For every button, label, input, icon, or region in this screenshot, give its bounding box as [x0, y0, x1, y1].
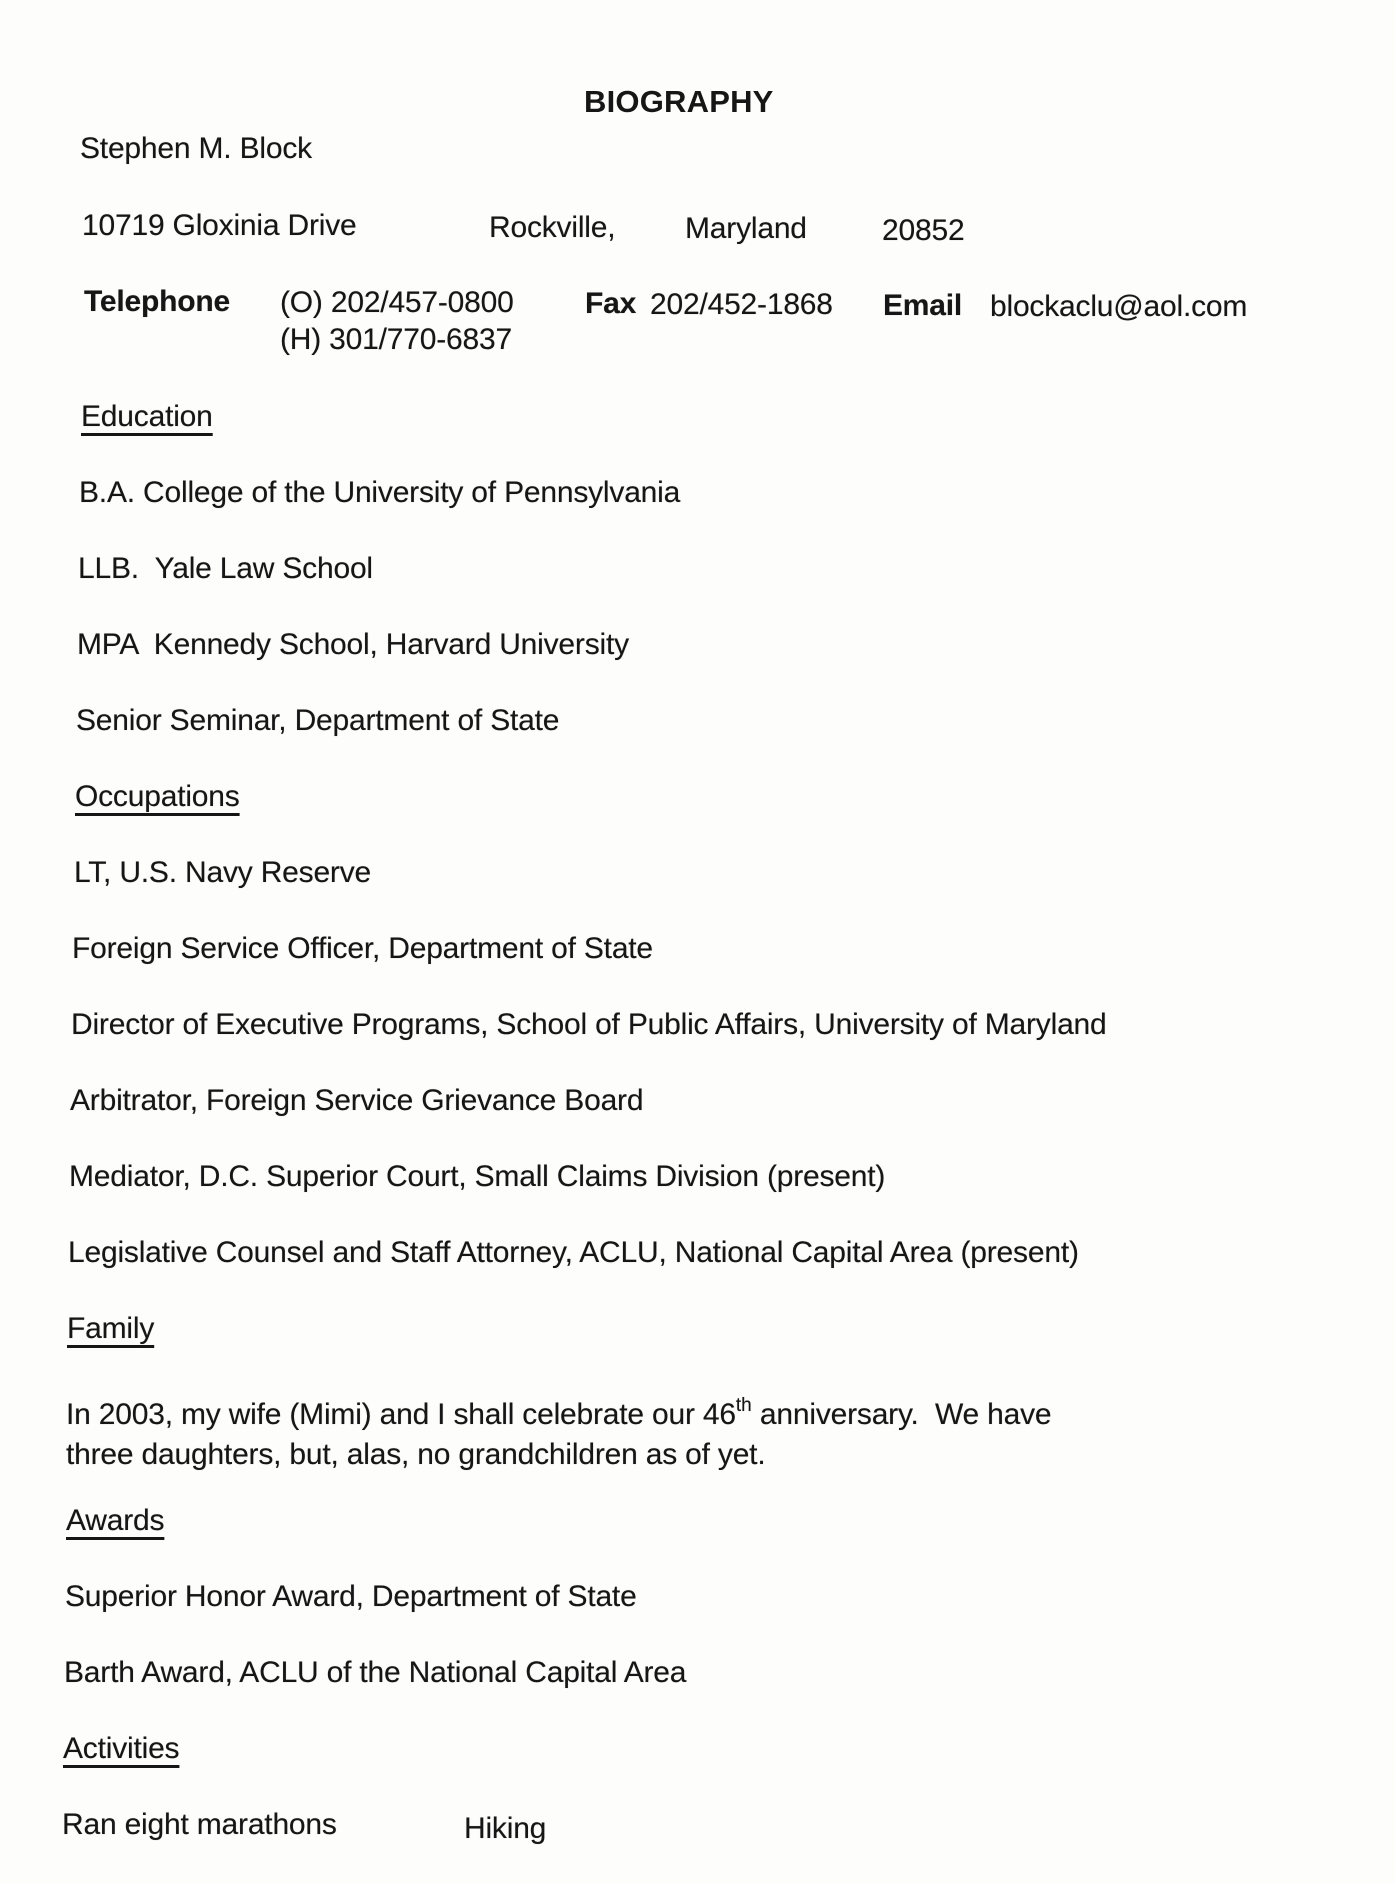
page-title: BIOGRAPHY — [584, 84, 774, 119]
activity-item: Hiking — [464, 1812, 547, 1845]
activities-heading: Activities — [63, 1732, 180, 1765]
family-paragraph-text-mid: anniversary. We have — [751, 1398, 1052, 1431]
occupation-item: Legislative Counsel and Staff Attorney, ACLU, National Capital Area (present) — [68, 1236, 1079, 1269]
address-state: Maryland — [685, 212, 807, 245]
occupation-item: Director of Executive Programs, School of Public Affairs, University of Maryland — [71, 1008, 1107, 1041]
family-heading: Family — [67, 1312, 155, 1345]
occupations-heading: Occupations — [75, 780, 240, 813]
education-item: Senior Seminar, Department of State — [76, 704, 560, 737]
address-city: Rockville, — [489, 211, 616, 244]
awards-heading: Awards — [66, 1504, 165, 1537]
anniversary-ordinal-superscript: th — [735, 1395, 752, 1416]
award-item: Superior Honor Award, Department of State — [65, 1580, 637, 1613]
occupation-item: Arbitrator, Foreign Service Grievance Board — [70, 1084, 644, 1117]
address-zip: 20852 — [882, 214, 965, 247]
occupation-item: LT, U.S. Navy Reserve — [74, 856, 372, 889]
home-phone-value: (H) 301/770-6837 — [280, 323, 512, 356]
education-item: LLB. Yale Law School — [78, 552, 373, 585]
email-value: blockaclu@aol.com — [990, 290, 1248, 323]
address-street: 10719 Gloxinia Drive — [82, 209, 357, 242]
activity-item: Ran eight marathons — [62, 1808, 337, 1841]
occupation-item: Foreign Service Officer, Department of State — [72, 932, 653, 965]
education-item: MPA Kennedy School, Harvard University — [77, 628, 629, 661]
fax-label: Fax — [585, 287, 637, 320]
family-paragraph-text-end: three daughters, but, alas, no grandchildren as of yet. — [66, 1438, 766, 1471]
fax-value: 202/452-1868 — [650, 288, 833, 321]
email-label: Email — [883, 289, 963, 322]
occupation-item: Mediator, D.C. Superior Court, Small Claims Division (present) — [69, 1160, 886, 1193]
family-paragraph-text-start: In 2003, my wife (Mimi) and I shall celebrate our 46 — [66, 1398, 736, 1431]
education-heading: Education — [81, 400, 213, 433]
office-phone-value: (O) 202/457-0800 — [280, 286, 514, 319]
education-item: B.A. College of the University of Pennsylvania — [79, 476, 681, 509]
family-paragraph — [66, 1386, 1256, 1475]
award-item: Barth Award, ACLU of the National Capital Area — [64, 1656, 687, 1689]
telephone-label: Telephone — [84, 285, 230, 318]
person-name: Stephen M. Block — [80, 132, 312, 165]
